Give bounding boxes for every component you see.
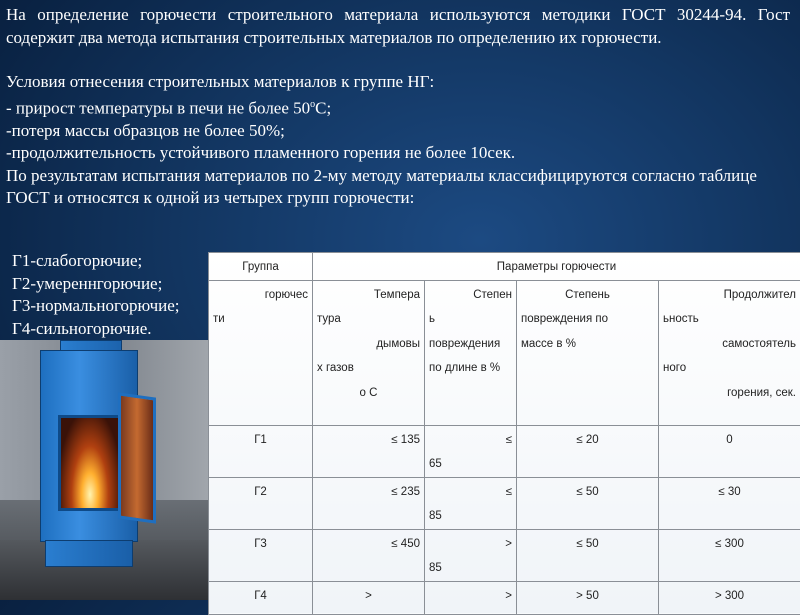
- header-temp: Темпера тура дымовы х газов о С: [313, 280, 425, 425]
- condition-mass: -потеря массы образцов не более 50%;: [6, 120, 790, 143]
- group-item-g4: Г4-сильногорючие.: [12, 318, 212, 341]
- condition-duration: -продолжительность устойчивого пламенного горения не более 10сек.: [6, 142, 790, 165]
- table-row: [209, 581, 800, 614]
- cell-group: Г3: [209, 529, 313, 581]
- table-row: [209, 529, 800, 581]
- cell-temp: ≤ 235: [313, 477, 425, 529]
- header-params: Параметры горючести: [313, 253, 800, 281]
- header-group: Группа: [209, 253, 313, 281]
- cell-duration: ≤ 30: [659, 477, 800, 529]
- header-group-cont: горючес ти: [209, 280, 313, 425]
- cell-duration: ≤ 300: [659, 529, 800, 581]
- group-item-g1: Г1-слабогорючие;: [12, 250, 212, 273]
- header-mass: Степень повреждения по массе в %: [517, 280, 659, 425]
- group-list: [12, 250, 212, 340]
- cell-duration: 0: [659, 425, 800, 477]
- table-row: [209, 425, 800, 477]
- header-duration: Продолжител ьность самостоятель ного горения, сек.: [659, 280, 800, 425]
- cell-temp: ≤ 135: [313, 425, 425, 477]
- table-row: [209, 477, 800, 529]
- cell-group: Г1: [209, 425, 313, 477]
- furnace-photo: [0, 340, 212, 600]
- cell-length: >: [425, 581, 517, 614]
- cell-duration: > 300: [659, 581, 800, 614]
- cell-length: ≤ 65: [425, 425, 517, 477]
- cell-temp: >: [313, 581, 425, 614]
- group-item-g3: Г3-нормальногорючие;: [12, 295, 212, 318]
- cell-mass: > 50: [517, 581, 659, 614]
- conditions-title: Условия отнесения строительных материалов к группе НГ:: [6, 71, 790, 94]
- group-item-g2: Г2-умереннгорючие;: [12, 273, 212, 296]
- flammability-table: [208, 252, 800, 615]
- cell-temp: ≤ 450: [313, 529, 425, 581]
- header-length: Степен ь повреждения по длине в %: [425, 280, 517, 425]
- cell-mass: ≤ 50: [517, 529, 659, 581]
- condition-temperature: - прирост температуры в печи не более $50^оС$;: [6, 94, 790, 120]
- cell-length: ≤ 85: [425, 477, 517, 529]
- cell-group: Г2: [209, 477, 313, 529]
- cell-mass: ≤ 20: [517, 425, 659, 477]
- flame-chamber: [58, 415, 122, 511]
- intro-paragraph: На определение горючести строительного материала используются методики ГОСТ 30244-94. Гост содержит два метода испытания строительных материалов по определению их горючести.: [6, 4, 790, 49]
- cell-mass: ≤ 50: [517, 477, 659, 529]
- slide-text: [6, 4, 790, 210]
- cell-length: > 85: [425, 529, 517, 581]
- classification-paragraph: По результатам испытания материалов по 2-му методу материалы классифицируются согласно таблице ГОСТ и относятся к одной из четырех групп горючести:: [6, 165, 790, 210]
- cell-group: Г4: [209, 581, 313, 614]
